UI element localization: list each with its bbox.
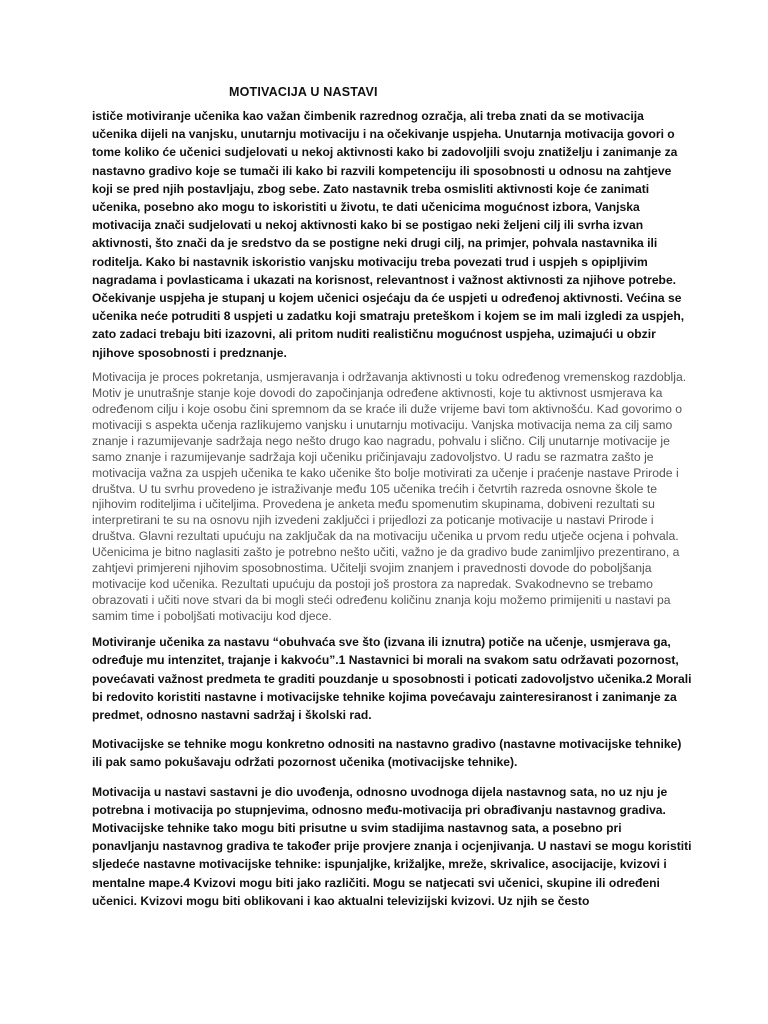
paragraph-abstract: Motivacija je proces pokretanja, usmjeravanja i održavanja aktivnosti u toku određenog vremenskog razdoblja. Motiv je unutrašnje stanje koje dovodi do započinjanja određene aktivnosti, koje tu aktivnost usmjerava ka određenom cilju i koje osobu čini spremnom da se kraće ili duže vrijeme bavi tom aktivnošću. Kad govorimo o motivaciji s aspekta učenja razlikujemo vanjsku i unutarnju motivaciju. Vanjska motivacija nema za cilj samo znanje i razumijevanje sadržaja nego nešto drugo kao nagradu, pohvalu i slično. Cilj unutarnje motivacije je samo znanje i razumijevanje sadržaja koji učeniku pričinjavaju zadovoljstvo. U radu se razmatra zašto je motivacija važna za uspjeh učenika te kako učenike što bolje motivirati za učenje i praćenje nastave Prirode i društva. U tu svrhu provedeno je istraživanje među 105 učenika trećih i četvrtih razreda osnovne škole te njihovim roditeljima i učiteljima. Provedena je anketa među spomenutim skupinama, dobiveni rezultati su interpretirani te su na osnovu njih izvedeni zaključci i prijedlozi za poticanje motivacije u nastavi Prirode i društva. Glavni rezultati upućuju na zaključak da na motivaciju učenika u prvom redu utječe ocjena i pohvala. Učenicima je bitno naglasiti zašto je potrebno nešto učiti, važno je da gradivo bude zanimljivo prezentirano, a zahtjevi primjereni njihovim sposobnostima. Učitelji svojim znanjem i pravednosti dovode do poboljšanja motivacije kod učenika. Rezultati upućuju da postoji još prostora za napredak. Svakodnevno se trebamo obrazovati i učiti nove stvari da bi mogli steći određenu količinu znanja koju možemo primijeniti u nastavi pa samim time i poboljšati motivaciju kod djece. — [92, 369, 687, 624]
document-body — [92, 107, 692, 910]
document-title: MOTIVACIJA U NASTAVI — [229, 85, 378, 99]
paragraph-motivation-in-class: Motivacija u nastavi sastavni je dio uvođenja, odnosno uvodnoga dijela nastavnog sata, no uz nju je potrebna i motivacija po stupnjevima, odnosno među-motivacija pri obrađivanju nastavnog gradiva. Motivacijske tehnike tako mogu biti prisutne u svim stadijima nastavnog sata, a posebno pri ponavljanju nastavnog gradiva te također prije provjere znanja i ocjenjivanja. U nastavi se mogu koristiti sljedeće nastavne motivacijske tehnike: ispunjaljke, križaljke, mreže, skrivalice, asocijacije, kvizovi i mentalne mape.4 Kvizovi mogu biti jako različiti. Mogu se natjecati svi učenici, skupine ili određeni učenici. Kvizovi mogu biti oblikovani i kao aktualni televizijski kvizovi. Uz njih se često — [92, 784, 692, 908]
paragraph-motivation-types: ističe motiviranje učenika kao važan čimbenik razrednog ozračja, ali treba znati da se motivacija učenika dijeli na vanjsku, unutarnju motivaciju i na očekivanje uspjeha. Unutarnja motivacija govori o tome koliko će učenici sudjelovati u nekoj aktivnosti kako bi zadovoljili svoju znatiželju i zanimanje za nastavno gradivo koje se tumači ili kako bi razvili kompetenciju ili sposobnosti u odnosu na zahtjeve koji se pred njih postavljaju, zbog sebe. Zato nastavnik treba osmisliti aktivnosti koje će zanimati učenika, posebno ako mogu to iskoristiti u životu, te dati učenicima mogućnost izbora, Vanjska motivacija znači sudjelovati u nekoj aktivnosti kako bi se postigao neki željeni cilj ili svrha izvan aktivnosti, što znači da je sredstvo da se postigne neki drugi cilj, na primjer, pohvala nastavnika ili roditelja. Kako bi nastavnik iskoristio vanjsku motivaciju treba povezati trud i uspjeh s opipljivim nagradama i povlasticama i ukazati na korisnost, relevantnost i važnost aktivnosti za njihove potrebe. Očekivanje uspjeha je stupanj u kojem učenici osjećaju da će uspjeti u određenoj aktivnosti. Većina se učenika neće potruditi 8 uspjeti u zadatku koji smatraju preteškom i kojem se im mali izgledi za uspjeh, zato zadaci trebaju biti izazovni, ali pritom nuditi realističnu mogućnost uspjeha, uzimajući u obzir njihove sposobnosti i predznanje. — [92, 109, 685, 360]
paragraph-motivating-students: Motiviranje učenika za nastavu “obuhvaća sve što (izvana ili iznutra) potiče na učenje, usmjerava ga, određuje mu intenzitet, trajanje i kakvoću”.1 Nastavnici bi morali na svakom satu održavati pozornost, povećavati važnost predmeta te graditi pouzdanje u sposobnosti i poticati zadovoljstvo učenika.2 Morali bi redovito koristiti nastavne i motivacijske tehnike kojima povećavaju zainteresiranost i zanimanje za predmet, odnosno nastavni sadržaj i školski rad. — [92, 635, 692, 722]
paragraph-motivation-techniques: Motivacijske se tehnike mogu konkretno odnositi na nastavno gradivo (nastavne motivacijske tehnike) ili pak samo pokušavaju održati pozornost učenika (motivacijske tehnike). — [92, 737, 682, 770]
